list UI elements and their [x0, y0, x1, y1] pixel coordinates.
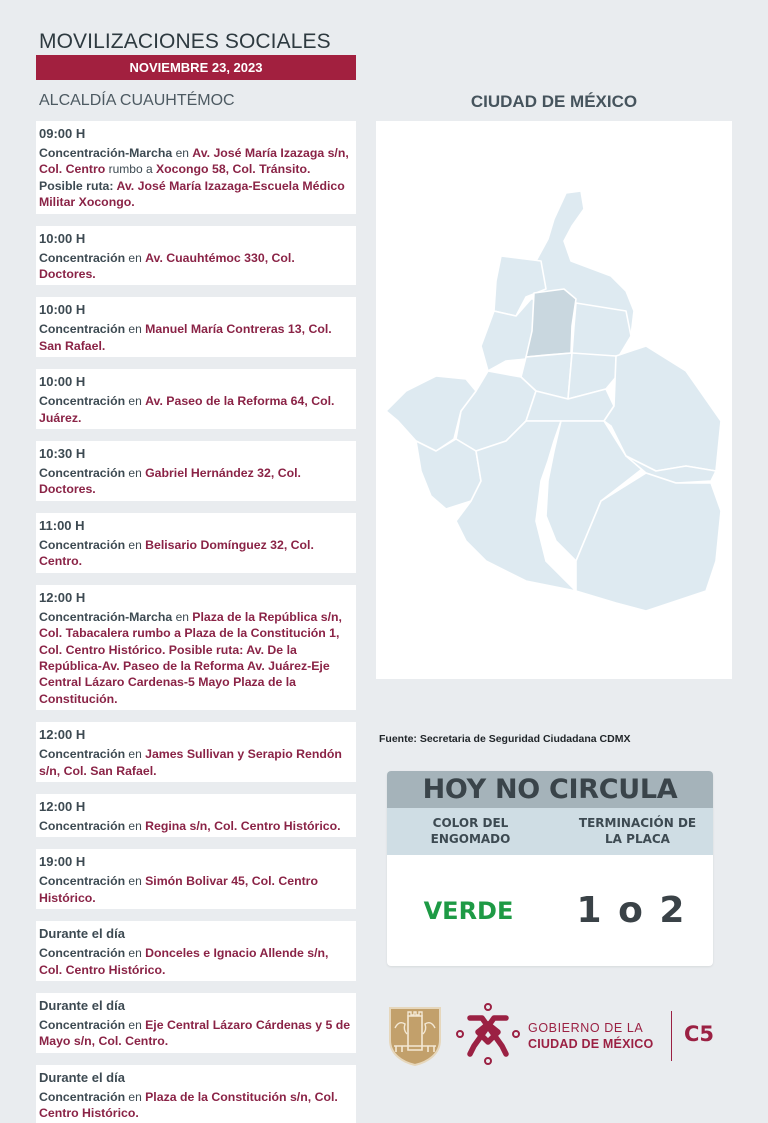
event-time: 10:30 H [39, 446, 86, 462]
region-venustiano-carranza [572, 303, 631, 361]
connector-text: en [125, 1089, 146, 1104]
hnc-title: HOY NO CIRCULA [387, 771, 713, 808]
hoy-no-circula-panel [387, 771, 713, 966]
event-location: Belisario Domínguez 32, Col. Centro. [39, 537, 314, 569]
event-card [36, 921, 356, 981]
event-time: 10:00 H [39, 374, 86, 390]
event-card [36, 297, 356, 357]
connector-text: en [125, 1017, 146, 1032]
connector-text: en [172, 146, 193, 160]
event-type: Concentración [39, 394, 126, 409]
event-location: Eje Central Lázaro Cárdenas y 5 de Mayo s/n, Col. Centro. [39, 1017, 351, 1049]
event-card [36, 585, 356, 710]
event-type: Concentración [39, 1017, 126, 1032]
event-location: Av. Cuauhtémoc 330, Col. Doctores. [39, 250, 295, 282]
event-location: Simón Bolivar 45, Col. Centro Histórico. [39, 874, 318, 905]
event-type: Concentración-Marcha [39, 609, 173, 624]
connector-text: en [125, 874, 146, 889]
event-time: 09:00 H [39, 126, 86, 141]
event-location: Manuel María Contreras 13, Col. San Rafael. [39, 322, 332, 353]
event-type: Posible ruta: [39, 178, 117, 193]
event-time: 10:00 H [39, 302, 86, 318]
event-time: 10:00 H [39, 230, 86, 246]
page-title: MOVILIZACIONES SOCIALES [39, 30, 331, 53]
gov-line-1: GOBIERNO DE LA [528, 1021, 644, 1035]
event-description [39, 746, 352, 779]
cdmx-coat-of-arms-icon [388, 1006, 442, 1066]
event-type: Concentración [39, 322, 126, 337]
connector-text: en [125, 394, 146, 409]
footer-logos [388, 1005, 728, 1067]
event-time: Durante el día [39, 1069, 125, 1085]
event-location: Plaza de la República s/n, Col. Tabacalera rumbo a Plaza de la Constitución 1, Col. Centro Histórico. Posible ruta: Av. De la República-Av. Paseo de la Reforma Av. Juárez-Eje Central Lázaro Cardenas-5 Mayo Plaza de la Constitución. [39, 609, 342, 706]
connector-text: en [125, 818, 146, 833]
event-description [39, 1017, 352, 1050]
government-wordmark [528, 1020, 653, 1052]
event-type: Concentración [39, 874, 126, 889]
event-card [36, 441, 356, 501]
cdmx-government-emblem-icon [456, 1002, 520, 1066]
event-location: Av. José María Izazaga s/n, Col. Centro [39, 146, 349, 177]
source-note: Fuente: Secretaria de Seguridad Ciudadana CDMX [379, 733, 631, 745]
event-type: Concentración [39, 250, 126, 265]
event-type: Concentración [39, 1089, 126, 1104]
event-description [39, 609, 352, 707]
connector-text: en [125, 466, 146, 481]
event-card [36, 794, 356, 837]
event-location: Xocongo 58, Col. Tránsito. [155, 162, 311, 177]
cdmx-map [376, 121, 732, 679]
region-cuauhtemoc [526, 289, 576, 357]
event-description [39, 818, 352, 834]
connector-text: en [125, 250, 146, 265]
event-description [39, 873, 352, 906]
event-type: Concentración-Marcha [39, 146, 173, 160]
event-description [39, 537, 352, 570]
connector-text: rumbo a [105, 162, 156, 177]
map-title: CIUDAD DE MÉXICO [470, 92, 638, 111]
event-location: Av. Paseo de la Reforma 64, Col. Juárez. [39, 394, 335, 425]
event-time: 12:00 H [39, 798, 86, 814]
event-location: Plaza de la Constitución s/n, Col. Centro Histórico. [39, 1089, 338, 1121]
event-card [36, 513, 356, 573]
event-time: 19:00 H [39, 854, 86, 870]
event-card [36, 849, 356, 909]
connector-text: en [125, 537, 146, 552]
event-time: 12:00 H [39, 589, 86, 605]
event-description [39, 145, 352, 211]
connector-text: en [125, 747, 146, 762]
region-magdalena-contreras [416, 439, 481, 509]
event-type: Concentración [39, 747, 126, 762]
event-type: Concentración [39, 818, 126, 833]
event-location: Regina s/n, Col. Centro Histórico. [145, 818, 341, 833]
event-type: Concentración [39, 466, 126, 481]
event-type: Concentración [39, 946, 126, 961]
event-time: 12:00 H [39, 727, 86, 743]
event-description [39, 945, 352, 978]
connector-text: en [172, 609, 193, 624]
hnc-plate-value: 1 o 2 [576, 890, 687, 931]
event-time: 11:00 H [39, 517, 85, 533]
event-description [39, 250, 352, 283]
event-description [39, 393, 352, 426]
event-time: Durante el día [39, 926, 125, 942]
event-description [39, 1089, 352, 1122]
event-location: James Sullivan y Serapio Rendón s/n, Col. San Rafael. [39, 747, 342, 778]
connector-text: en [125, 322, 146, 337]
event-location: Donceles e Ignacio Allende s/n, Col. Centro Histórico. [39, 946, 329, 977]
event-card [36, 722, 356, 782]
hnc-headers [387, 808, 713, 855]
logo-divider [671, 1011, 672, 1061]
hnc-col-plate-header: TERMINACIÓN DE LA PLACA [578, 816, 697, 846]
event-location: Av. José María Izazaga-Escuela Médico Militar Xocongo. [39, 178, 345, 210]
alcaldia-heading: ALCALDÍA CUAUHTÉMOC [39, 92, 235, 109]
event-card [36, 993, 356, 1053]
event-location: Gabriel Hernández 32, Col. Doctores. [39, 466, 301, 497]
hnc-col-color-header: COLOR DEL ENGOMADO [430, 816, 511, 846]
event-card [36, 369, 356, 429]
event-card [36, 226, 356, 286]
c5-logo: C5 [684, 1022, 715, 1046]
event-card [36, 121, 356, 214]
connector-text: en [125, 946, 146, 961]
gov-line-2: CIUDAD DE MÉXICO [528, 1037, 654, 1051]
map-svg [376, 121, 732, 679]
hnc-values [387, 855, 713, 966]
event-type: Concentración [39, 537, 126, 552]
event-description [39, 465, 352, 498]
date-banner: NOVIEMBRE 23, 2023 [36, 55, 356, 80]
event-description [39, 321, 352, 354]
event-card [36, 1065, 356, 1123]
event-time: Durante el día [39, 997, 125, 1013]
events-list [36, 121, 356, 1123]
hnc-color-value: VERDE [423, 896, 514, 925]
